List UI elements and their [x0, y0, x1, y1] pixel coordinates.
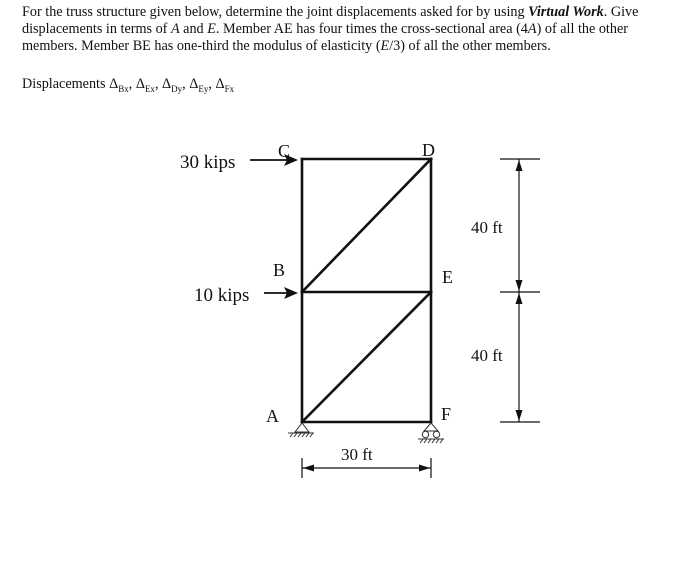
roller-support-icon [418, 423, 444, 443]
problem-statement: For the truss structure given below, determine the joint displacements asked for by using Virtual Work. Give displacements in terms of A and E. Member AE has four times the cross-sectional area (4A) of all the other members. Member BE has one-third the modulus of elasticity (E/3) of all the other members. [22, 4, 639, 54]
dim-width-label: 30 ft [341, 445, 373, 464]
displacements-label: Displacements [22, 76, 106, 92]
joint-label-c: C [278, 141, 291, 161]
dim-upper-label: 40 ft [471, 218, 503, 237]
joint-label-f: F [441, 404, 452, 424]
displacement-ey: $\Delta_{Ey}$ [189, 76, 209, 94]
displacement-dy: $\Delta_{Dy}$ [162, 76, 183, 94]
dim-lower-label: 40 ft [471, 346, 503, 365]
joint-label-a: A [266, 406, 279, 426]
joint-label-b: B [273, 260, 286, 280]
member-BD [302, 159, 431, 292]
load-middle-label: 10 kips [194, 285, 250, 306]
displacement-bx: $\Delta_{Bx}$ [109, 76, 129, 94]
member-AE [302, 292, 431, 422]
vertical-dimension [500, 159, 540, 422]
pin-support-icon [288, 423, 314, 437]
displacement-fx: $\Delta_{Fx}$ [215, 76, 235, 94]
displacement-list: $\Delta_{Bx}$, $\Delta_{Ex}$, $\Delta_{Dy}$, $\Delta_{Ey}$, $\Delta_{Fx}$ [109, 76, 235, 94]
method-name: Virtual Work [528, 4, 604, 20]
joint-label-e: E [442, 267, 453, 287]
joint-label-d: D [422, 140, 435, 160]
displacement-ex: $\Delta_{Ex}$ [135, 76, 155, 94]
load-top-label: 30 kips [180, 152, 236, 173]
